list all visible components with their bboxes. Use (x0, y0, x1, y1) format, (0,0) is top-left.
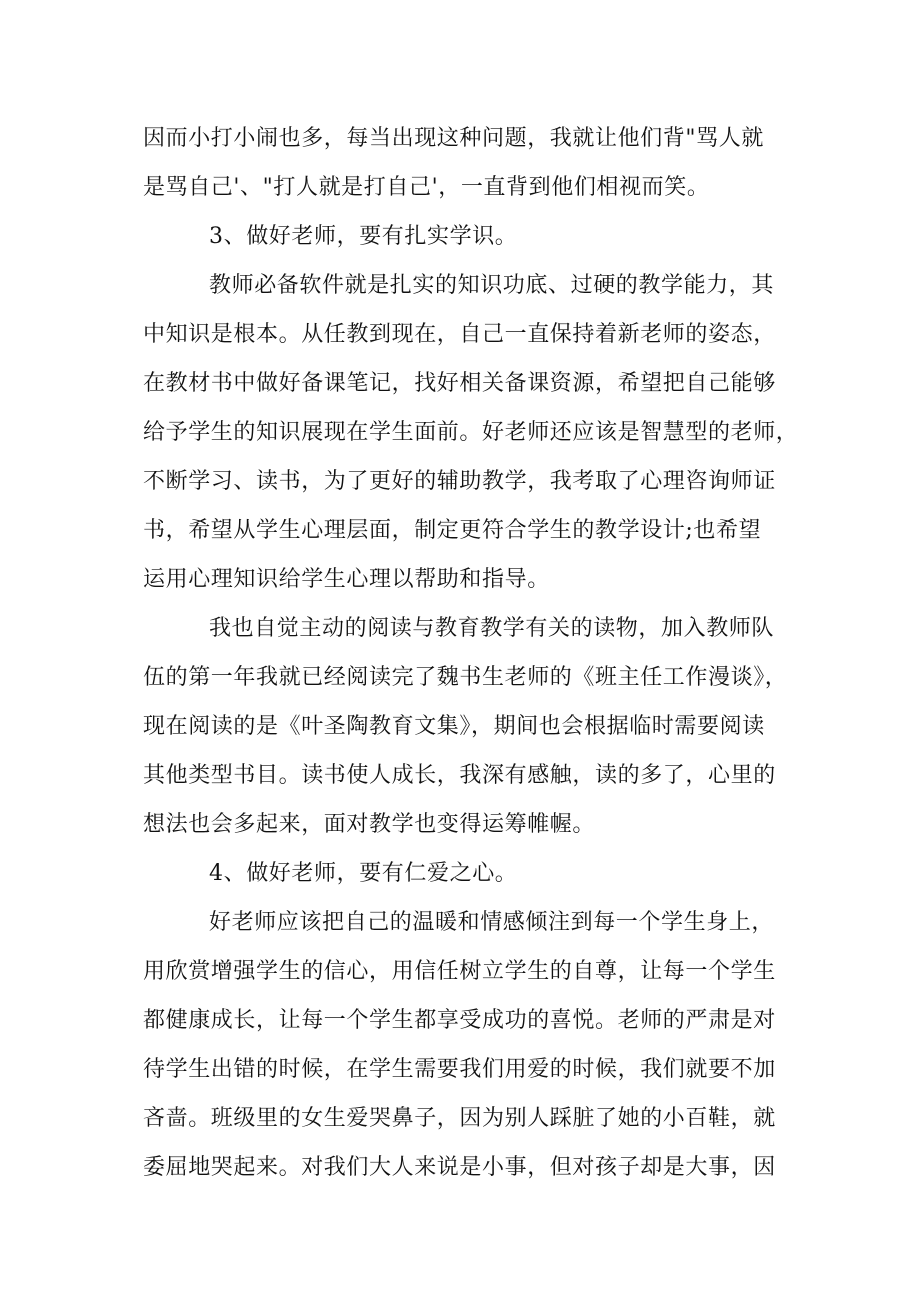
paragraph-solid-knowledge (143, 261, 799, 604)
text-line: 伍的第一年我就已经阅读完了魏书生老师的《班主任工作漫谈》， (143, 665, 788, 690)
heading-point-4 (143, 849, 793, 898)
text-line: 中知识是根本。从任教到现在，自己一直保持着新老师的姿态， (143, 322, 776, 347)
text-line: 用欣赏增强学生的信心，用信任树立学生的自尊，让每一个学生 (143, 959, 776, 984)
text-line: 待学生出错的时候，在学生需要我们用爱的时候，我们就要不加 (143, 1057, 776, 1082)
paragraph-benevolence (143, 898, 793, 1192)
text-line: 想法也会多起来，面对教学也变得运筹帷幄。 (143, 812, 596, 837)
text-line: 是骂自己'、"打人就是打自己'，一直背到他们相视而笑。 (143, 175, 710, 200)
text-line: 我也自觉主动的阅读与教育教学有关的读物，加入教师队 (209, 616, 775, 641)
heading-point-3 (143, 212, 793, 261)
text-line: 因而小打小闹也多，每当出现这种问题，我就让他们背"骂人就 (143, 126, 764, 151)
text-line: 不断学习、读书，为了更好的辅助教学，我考取了心理咨询师证 (143, 469, 776, 494)
text-line: 在教材书中做好备课笔记，找好相关备课资源，希望把自己能够 (143, 371, 776, 396)
text-line: 运用心理知识给学生心理以帮助和指导。 (143, 567, 550, 592)
text-line: 现在阅读的是《叶圣陶教育文集》，期间也会根据临时需要阅读 (143, 714, 765, 739)
section-heading: 4、做好老师，要有仁爱之心。 (209, 861, 518, 886)
text-line: 好老师应该把自己的温暖和情感倾注到每一个学生身上， (209, 910, 775, 935)
section-heading: 3、做好老师，要有扎实学识。 (209, 224, 518, 249)
paragraph-conflict-handling (143, 114, 793, 212)
text-line: 吝啬。班级里的女生爱哭鼻子，因为别人踩脏了她的小百鞋，就 (143, 1106, 776, 1131)
text-line: 都健康成长，让每一个学生都享受成功的喜悦。老师的严肃是对 (143, 1008, 776, 1033)
text-line: 其他类型书目。读书使人成长，我深有感触，读的多了，心里的 (143, 763, 776, 788)
text-line: 书，希望从学生心理层面，制定更符合学生的教学设计;也希望 (143, 518, 762, 543)
text-line: 教师必备软件就是扎实的知识功底、过硬的教学能力，其 (209, 273, 775, 298)
text-line: 委屈地哭起来。对我们大人来说是小事，但对孩子却是大事，因 (143, 1155, 776, 1180)
paragraph-reading (143, 604, 793, 849)
text-line: 给予学生的知识展现在学生面前。好老师还应该是智慧型的老师， (143, 420, 799, 445)
